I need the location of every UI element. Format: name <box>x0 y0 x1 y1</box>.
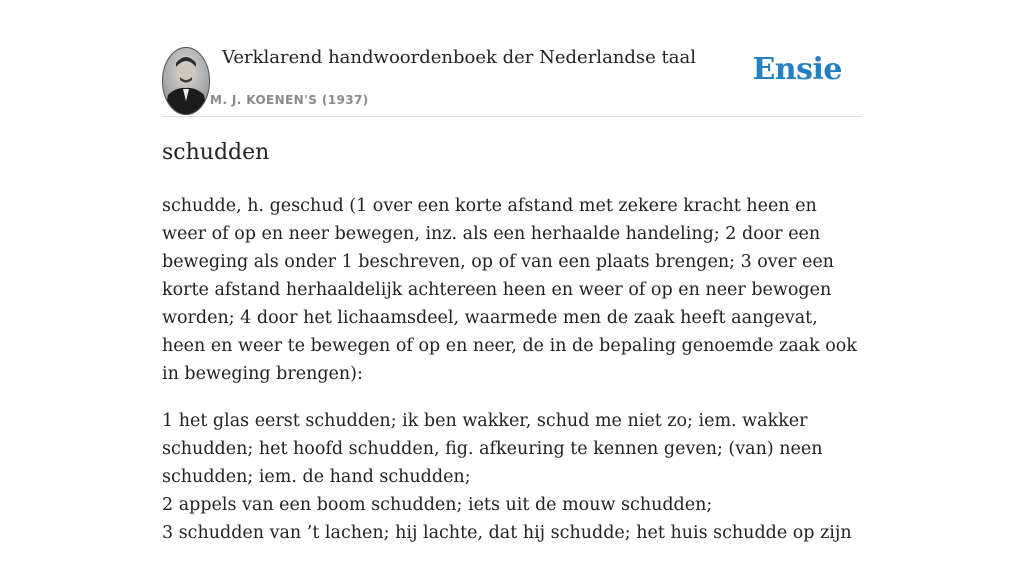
author-portrait-icon <box>162 47 210 115</box>
page-header <box>162 46 862 117</box>
book-title[interactable]: Verklarend handwoordenboek der Nederlandse taal <box>222 47 696 68</box>
book-subtitle: M. J. KOENEN'S (1937) <box>210 93 369 107</box>
definition-text: schudde, h. geschud (1 over een korte afstand met zekere kracht heen en weer of op en neer bewegen, inz. als een herhaalde handeling; 2 door een beweging als onder 1 beschreven, op of van een plaats brengen; 3 over een korte afstand herhaaldelijk achtereen heen en weer of op en neer bewogen worden; 4 door het lichaamsdeel, waarmede men de zaak heeft aangevat, heen en weer te bewegen of op en neer, de in de bepaling genoemde zaak ook in beweging brengen): <box>162 196 857 384</box>
example-line: 2 appels van een boom schudden; iets uit de mouw schudden; <box>162 495 713 515</box>
definition-body <box>162 192 862 566</box>
example-line: 3 schudden van ’t lachen; hij lachte, dat hij schudde; het huis schudde op zijn <box>162 523 852 543</box>
examples-block <box>162 407 862 547</box>
entry-card <box>162 0 862 543</box>
example-line: 1 het glas eerst schudden; ik ben wakker, schud me niet zo; iem. wakker schudden; het hoofd schudden, fig. afkeuring te kennen geven; (van) neen schudden; iem. de hand schudden; <box>162 411 823 487</box>
page-title: schudden <box>162 140 270 165</box>
ensie-logo[interactable]: Ensie <box>752 52 842 87</box>
